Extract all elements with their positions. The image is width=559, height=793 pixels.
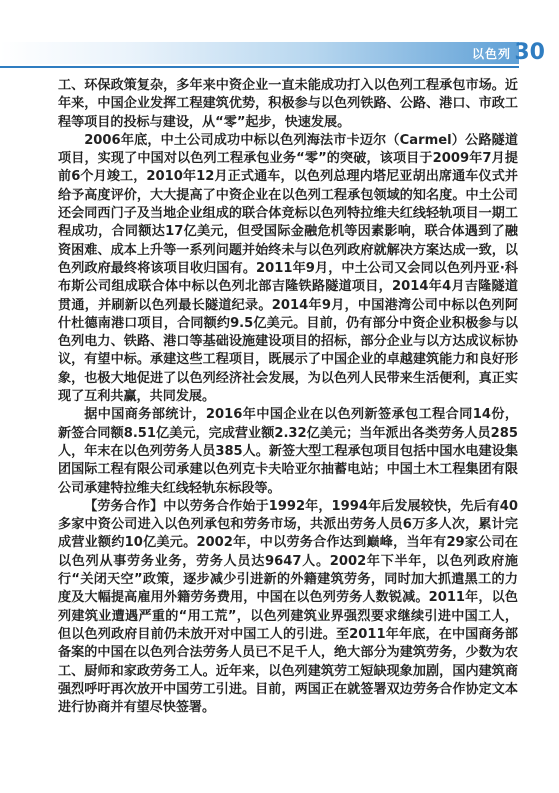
header-band <box>0 42 519 64</box>
paragraph-statistics: 据中国商务部统计，2016年中国企业在以色列新签承包工程合同14份，新签合同额8.51亿美元，完成营业额2.32亿美元；当年派出各类劳务人员285人，年末在以色列劳务人员385人。新签大型工程承包项目包括中国水电建设集团国际工程有限公司承建以色列克卡夫哈亚尔抽蓄电站；中国土木工程集团有限公司承建特拉维夫红线轻轨东标段等。 <box>58 407 518 496</box>
section-label: 以色列 <box>471 47 511 61</box>
paragraph-projects: 2006年底，中土公司成功中标以色列海法市卡迈尔（Carmel）公路隧道项目，实现了中国对以色列工程承包业务“零”的突破，该项目于2009年7月提前6个月竣工，2010年12月正式通车，以色列总理内塔尼亚胡出席通车仪式并给予高度评价，大大提高了中资企业在以色列工程承包领域的知名度。中土公司还会同西门子及当地企业组成的联合体竞标以色列特拉维夫红线轻轨项目一期工程成功，合同额达17亿美元，但受国际金融危机等因素影响，联合体遇到了融资困难、成本上升等一系列问题并始终未与以色列政府就解决方案达成一致，以色列政府最终将该项目收归国有。2011年9月，中土公司又会同以色列丹亚·科布斯公司组成联合体中标以色列北部吉隆铁路隧道项目，2014年4月吉隆隧道贯通，并刷新以色列最长隧道纪录。2014年9月，中国港湾公司中标以色列阿什杜德南港口项目，合同额约9.5亿美元。目前，仍有部分中资企业积极参与以色列电力、铁路、港口等基础设施建设项目的招标，部分企业与以方达成议标协议，有望中标。承建这些工程项目，既展示了中国企业的卓越建筑能力和良好形象，也极大地促进了以色列经济社会发展，为以色列人民带来生活便利，真正实现了互利共赢，共同发展。 <box>58 132 518 405</box>
paragraph-continuation: 工、环保政策复杂，多年来中资企业一直未能成功打入以色列工程承包市场。近年来，中国企业发挥工程建筑优势，积极参与以色列铁路、公路、港口、市政工程等项目的投标与建设，从“零”起步，快速发展。 <box>58 78 518 130</box>
body-text <box>58 77 518 717</box>
page-number: 30 <box>514 40 545 65</box>
header-rule <box>0 66 519 68</box>
paragraph-labor-cooperation: 【劳务合作】中以劳务合作始于1992年，1994年后发展较快，先后有40多家中资公司进入以色列承包和劳务市场，共派出劳务人员6万多人次，累计完成营业额约10亿美元。2002年，中以劳务合作达到巅峰，当年有29家公司在以色列从事劳务业务，劳务人员达9647人。2002年下半年，以色列政府施行“关闭天空”政策，逐步减少引进新的外籍建筑劳务，同时加大抓遣黑工的力度及大幅提高雇用外籍劳务费用，中国在以色列劳务人数锐减。2011年，以色列建筑业遭遇严重的“用工荒”，以色列建筑业界强烈要求继续引进中国工人，但以色列政府目前仍未放开对中国工人的引进。至2011年年底，在中国商务部备案的中国在以色列合法劳务人员已不足千人，绝大部分为建筑劳务，少数为农工、厨师和家政劳务工人。近年来，以色列建筑劳工短缺现象加剧，国内建筑商强烈呼吁再次放开中国劳工引进。目前，两国正在就签署双边劳务合作协定文本进行协商并有望尽快签署。 <box>58 498 518 716</box>
